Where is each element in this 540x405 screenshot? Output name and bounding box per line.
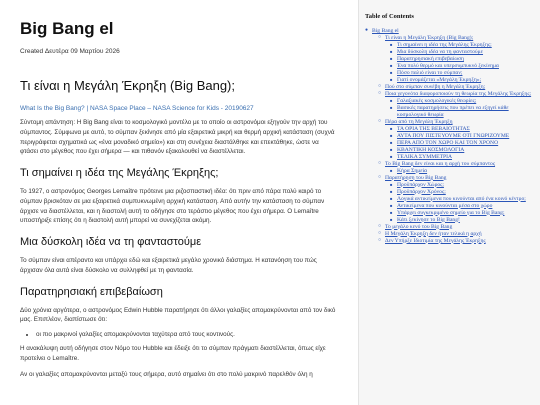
toc-subitem[interactable]: ■ Αντικείμενα που κινούνται μέσα στο χώρο bbox=[390, 203, 534, 210]
created-date: Created Δευτέρα 09 Μαρτίου 2026 bbox=[20, 48, 120, 55]
paragraph-lemaitre: Το 1927, ο αστρονόμος Georges Lemaître πρότεινε μια ριζοσπαστική ιδέα: ότι πριν από πάρα πολύ καιρό το σύμπαν βρισκόταν σε μια εξαιρετικά συμπυκνωμένη αρχική κατάσταση. Από αυτήν την κατάσταση το σύμπαν άρχισε να διαστέλλεται, και η διαστολή αυτή το οδήγησε στο τεράστιο μέγεθος που έχει σήμερα. Ο Lemaître υποστήριξε επίσης ότι η διαστολή αυτή μπορεί να συνεχίζεται ακόμη. bbox=[20, 188, 325, 225]
toc-item[interactable]: ○ Η Μεγάλη Έκρηξη δεν ήταν τελικά η αρχή bbox=[378, 231, 534, 238]
toc-root-list bbox=[365, 28, 534, 35]
toc-subitem[interactable]: ■ ΤΑ ΟΡΙΑ ΤΗΣ ΒΕΒΑΙΟΤΗΤΑΣ bbox=[390, 126, 534, 133]
toc-subitem[interactable]: ■ Προϋπάρχον Χώρος; bbox=[390, 182, 534, 189]
toc-title: Table of Contents bbox=[365, 13, 414, 20]
toc-subitem[interactable]: ■ Κάτι ξεκίνησε το Big Bang! bbox=[390, 217, 534, 224]
section-heading-observational: Παρατηρησιακή επιβεβαίωση bbox=[20, 285, 163, 298]
toc-item[interactable]: ○ Πού στο σύμπαν συνέβη η Μεγάλη Έκρηξη; bbox=[378, 84, 534, 91]
toc-item-root[interactable]: ● Big Bang el bbox=[365, 28, 534, 35]
toc-subitem[interactable]: ■ ΤΕΛΙΚΑ ΣΥΜΜΕΤΡΙΑ bbox=[390, 154, 534, 161]
section-heading-difficult-idea: Μια δύσκολη ιδέα να τη φανταστούμε bbox=[20, 236, 202, 248]
toc-subsection-list bbox=[390, 42, 534, 84]
paragraph-intro: Σύντομη απάντηση: Η Big Bang είναι το κοσμολογικό μοντέλο με το οποίο οι αστρονόμοι εξηγούν την αρχή του σύμπαντος. Σύμφωνα με αυτό, το σύμπαν ξεκίνησε από μία εξαιρετικά μικρή και θερμή αρχική κατάσταση (συχνά περιγράφεται σχηματικά ως «ένα μοναδικό σημείο») και στη συνέχεια διαστάλθηκε και επεκτάθηκε, ώστε να φτάσει στο μέγεθος που έχει σήμερα — και πιθανόν εξακολουθεί να διαστέλλεται. bbox=[20, 119, 335, 156]
toc-sections bbox=[378, 35, 534, 245]
toc-subitem[interactable]: ■ Παρατηρησιακή επιβεβαίωση bbox=[390, 56, 534, 63]
toc-subsection-list bbox=[390, 168, 534, 175]
toc-subitem[interactable]: ■ Κήρα Σημεία bbox=[390, 168, 534, 175]
toc-subitem[interactable]: ■ Υπάρχει συγκεκριμένο σημείο για το Big Bang; bbox=[390, 210, 534, 217]
section-heading-what-is-big-bang: Τι είναι η Μεγάλη Έκρηξη (Big Bang); bbox=[20, 78, 235, 93]
toc-subsection-list bbox=[390, 182, 534, 224]
source-link[interactable]: What Is the Big Bang? | NASA Space Place – NASA Science for Kids - 20190627 bbox=[20, 105, 254, 112]
paragraph-difficult: Το σύμπαν είναι απέραντο και υπάρχει εδώ και εξαιρετικά μεγάλο χρονικό διάστημα. Η κατανόηση του πώς άρχισαν όλα αυτά είναι δύσκολο να συλληφθεί με τη φαντασία. bbox=[20, 257, 317, 274]
toc-subitem[interactable]: ■ Τι σημαίνει η ιδέα της Μεγάλης Έκρηξης; bbox=[390, 42, 534, 49]
page-title: Big Bang el bbox=[20, 19, 114, 38]
toc-item[interactable]: ○ Το μεγάλο κενό του Big Bang bbox=[378, 224, 534, 231]
toc-item[interactable]: ○ Παρατήρηση του Big Bang bbox=[378, 175, 534, 182]
paragraph-galaxies: Αν οι γαλαξίες απομακρύνονται μεταξύ τους σήμερα, αυτό σημαίνει ότι στο πολύ μακρινό παρελθόν όλη η bbox=[20, 370, 313, 378]
paragraph-hubble: Δύο χρόνια αργότερα, ο αστρονόμος Edwin Hubble παρατήρησε ότι άλλοι γαλαξίες απομακρύνονται από τον δικό μας. Επιπλέον, διαπίστωσε ότι: bbox=[20, 306, 336, 324]
toc-subitem[interactable]: ■ Γαλαξιακές κοσμολογικές θεωρίες; bbox=[390, 98, 534, 105]
toc-subitem[interactable]: ■ Λογικά αντικείμενα που κινούνται από ένα κοινό κέντρο; bbox=[390, 196, 534, 203]
toc-subitem[interactable]: ■ Βασικές παρατηρήσεις που πρέπει να εξηγεί κάθε κοσμολογικό θεωρία bbox=[390, 105, 534, 119]
toc-item[interactable]: ○ Πέρα από τη Μεγάλη Έκρηξη bbox=[378, 119, 534, 126]
toc-item[interactable]: ○ Τι είναι η Μεγάλη Έκρηξη (Big Bang); bbox=[378, 35, 534, 42]
list-item: • οι πιο μακρινοί γαλαξίες απομακρύνονται ταχύτερα από τους κοντινούς. bbox=[36, 331, 336, 338]
toc-subitem[interactable]: ■ Ένα πολύ θερμό και υπερσυμπυκνό ξεκίνημα bbox=[390, 63, 534, 70]
paragraph-hubble-law: Η ανακάλυψη αυτή οδήγησε στον Νόμο του Hubble και έδειξε ότι το σύμπαν πράγματι διαστέλλεται, όπως είχε προτείνει ο Lemaître. bbox=[20, 345, 326, 362]
bullet-list bbox=[20, 331, 336, 338]
toc-subitem[interactable]: ■ Προϋπάρχον Χρόνος; bbox=[390, 189, 534, 196]
toc-item[interactable]: ○ Το Big Bang δεν είναι και η αρχή του σύμπαντος bbox=[378, 161, 534, 168]
toc-subitem[interactable]: ■ ΚΒΑΝΤΙΚΗ ΚΟΣΜΟΛΟΓΙΑ bbox=[390, 147, 534, 154]
toc-subitem[interactable]: ■ Μια δύσκολη ιδέα να τη φανταστούμε bbox=[390, 49, 534, 56]
toc-subsection-list bbox=[390, 98, 534, 119]
toc-subsection-list bbox=[390, 126, 534, 161]
section-heading-meaning: Τι σημαίνει η ιδέα της Μεγάλης Έκρηξης; bbox=[20, 167, 219, 179]
toc-item[interactable]: ○ Δεν Υπήρξε Ιδιοτιμία της Μεγάλης Έκρηξης bbox=[378, 238, 534, 245]
table-of-contents-panel bbox=[358, 0, 540, 405]
toc-subitem[interactable]: ■ ΠΕΡΑ ΑΠΟ ΤΟΝ ΧΩΡΟ ΚΑΙ ΤΟΝ ΧΡΟΝΟ bbox=[390, 140, 534, 147]
toc-subitem[interactable]: ■ Γιατί ονομάζεται «Μεγάλη Έκρηξη»; bbox=[390, 77, 534, 84]
toc-subitem[interactable]: ■ ΑΥΤΑ ΠΟΥ ΠΙΣΤΕΥΟΥΜΕ ΟΤΙ ΓΝΩΡΙΖΟΥΜΕ bbox=[390, 133, 534, 140]
toc-item[interactable]: ○ Ποια γεγονότα διαφοροποιούν τη θεωρία της Μεγάλης Έκρηξης; bbox=[378, 91, 534, 98]
toc-subitem[interactable]: ■ Πόσο παλιό είναι το σύμπαν; bbox=[390, 70, 534, 77]
